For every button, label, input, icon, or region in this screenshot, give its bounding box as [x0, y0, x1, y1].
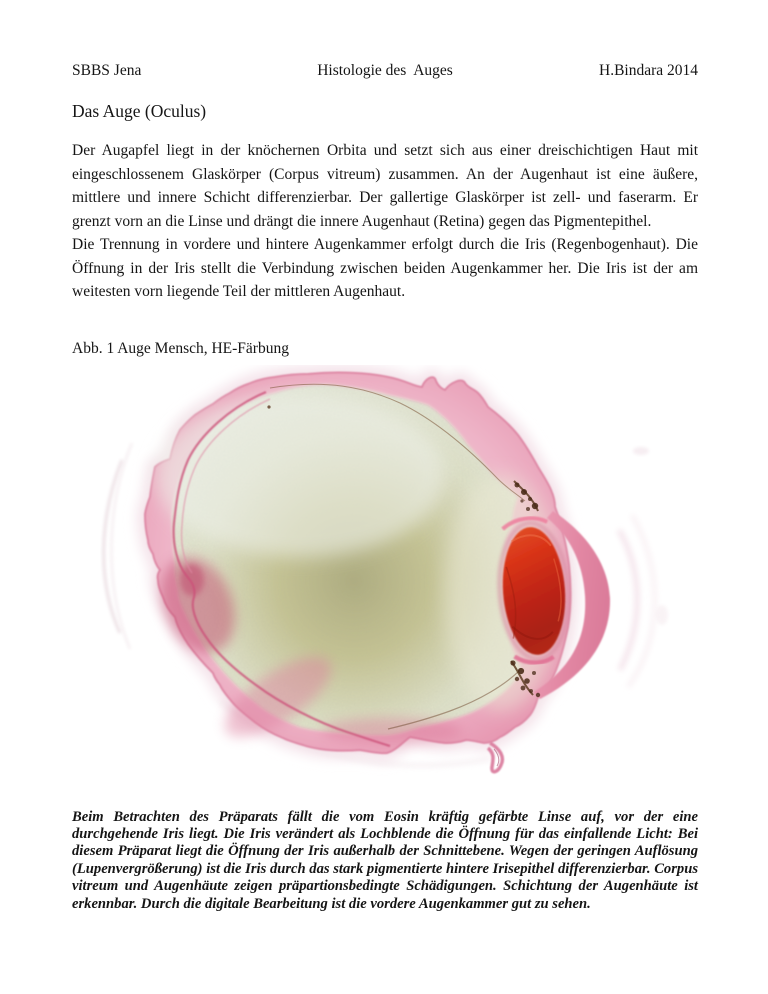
eye-cornea-halo-arc — [619, 530, 637, 670]
body-paragraph-1: Der Augapfel liegt in der knöchernen Orbita und setzt sich aus einer dreischichtigen Haut mit eingeschlossenem Glaskörper (Corpus vitreum) zusammen. An der Augenhaut ist eine äußere, mittlere und innere Schicht differenzierbar. Der gallertige Glaskörper ist zell- und faserarm. Er grenzt vorn an die Linse und drängt die innere Augenhaut (Retina) gegen das Pigmentepithel. — [72, 142, 698, 230]
eye-stain-patch-left-core — [180, 564, 204, 596]
eye-vitreous-highlight — [155, 393, 445, 557]
figure-eye-histology — [70, 365, 698, 790]
figure-caption: Abb. 1 Auge Mensch, HE-Färbung — [72, 339, 289, 357]
eye-debris-dot — [267, 405, 270, 408]
figure-discussion-note: Beim Betrachten des Präparats fällt die vom Eosin kräftig gefärbte Linse auf, vor der eine durchgehende Iris liegt. Die Iris verändert als Lochblende die Öffnung für das einfallende Licht: Bei diesem Präparat liegt die Öffnung der Iris außerhalb der Schnittebene. Wegen der geringen Auflösung (Lupenvergrößerung) ist die Iris durch das stark pigmentierte hintere Irisepithel differenzierbar. Corpus vitreum und Augenhäute zeigen präpartionsbedingte Schädigungen. Schichtung der Augenhäute ist erkennbar. Durch die digitale Bearbeitung ist die vordere Augenkammer gut zu sehen. — [72, 808, 698, 912]
header-subject: Histologie des Auges — [317, 62, 453, 79]
eye-smudge-right-2 — [656, 605, 668, 625]
eye-cornea-halo-arc-2 — [628, 515, 655, 687]
document-content — [72, 0, 698, 928]
page-header — [72, 62, 698, 80]
eye-smudge-right-1 — [633, 447, 649, 455]
eye-histology-image — [70, 365, 698, 790]
header-author-year: H.Bindara 2014 — [599, 62, 699, 79]
body-paragraph-2: Die Trennung in vordere und hintere Augenkammer erfolgt durch die Iris (Regenbogenhaut). Die Öffnung in der Iris stellt die Verbindung zwischen beiden Augenkammer her. Die Iris ist der am weitesten vorn liegende Teil der mittleren Augenhaut. — [72, 236, 698, 300]
page-title: Das Auge (Oculus) — [72, 101, 207, 121]
header-institution: SBBS Jena — [72, 62, 142, 79]
